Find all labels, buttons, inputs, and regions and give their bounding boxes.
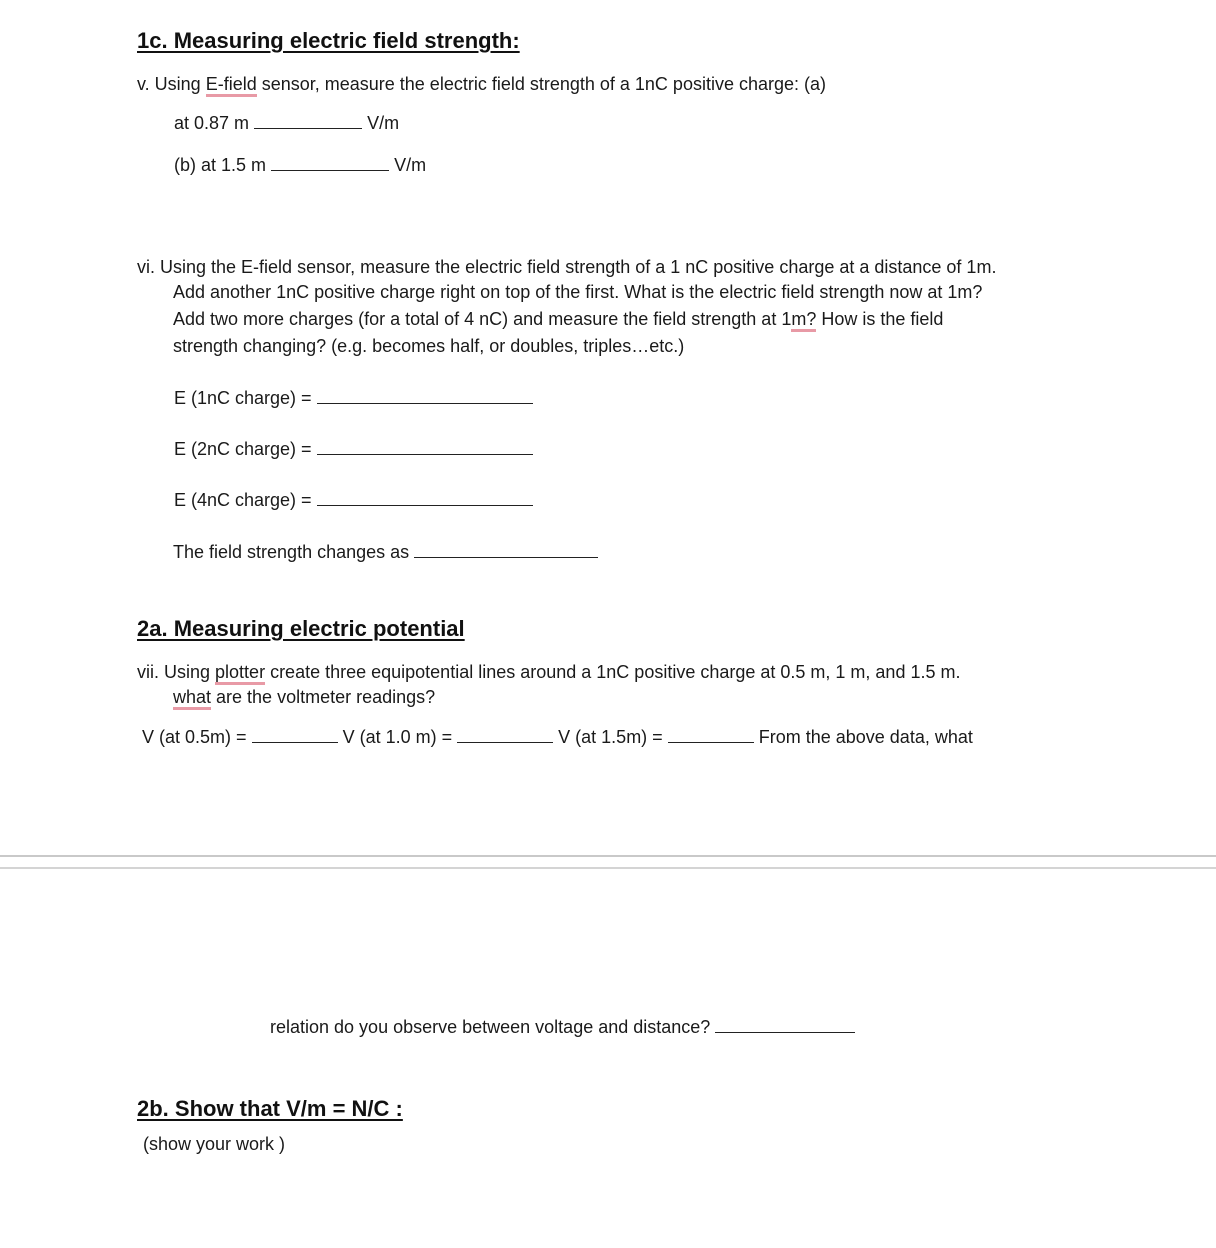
changes-blank[interactable] (414, 541, 598, 558)
e2-row (174, 438, 533, 460)
section-2a-heading: 2a. Measuring electric potential (137, 616, 465, 641)
changes-row (173, 541, 598, 563)
show-work-note: (show your work ) (143, 1134, 286, 1154)
e1-label: E (1nC charge) = (174, 388, 312, 408)
relation-blank[interactable] (715, 1016, 855, 1033)
v1-blank[interactable] (252, 726, 338, 743)
question-vii-line2 (173, 686, 435, 708)
answer-a-label: at 0.87 m (174, 113, 250, 133)
question-vi-line1: vi. Using the E-field sensor, measure the electric field strength of a 1 nC positive charge at a distance of 1m. (137, 257, 997, 277)
question-vi-line3-before: Add two more charges (for a total of 4 nC) and measure the field strength at 1 (173, 309, 792, 329)
answer-b-unit: V/m (394, 155, 427, 175)
question-vii-line2-after: are the voltmeter readings? (211, 687, 436, 707)
e2-label: E (2nC charge) = (174, 439, 312, 459)
e4-row (174, 489, 533, 511)
spelling-flag-m: m? (791, 309, 816, 332)
e1-row (174, 387, 533, 409)
e4-label: E (4nC charge) = (174, 490, 312, 510)
question-vii-line1 (137, 661, 960, 683)
answer-a-unit: V/m (367, 113, 400, 133)
voltage-row-tail: From the above data, what (758, 727, 973, 747)
page-break-bottom (0, 867, 1216, 869)
page-break-top (0, 855, 1216, 857)
question-v-intro-after: sensor, measure the electric field strength of a 1nC positive charge: (a) (256, 74, 827, 94)
section-1c-heading: 1c. Measuring electric field strength: (137, 28, 520, 53)
answer-line-b (174, 154, 426, 176)
question-vi-line3 (173, 308, 943, 330)
spelling-flag-efield: E-field (206, 74, 257, 97)
question-vii-line1-before: vii. Using (137, 662, 216, 682)
question-vii-line1-after: create three equipotential lines around a 1nC positive charge at 0.5 m, 1 m, and 1.5 m. (265, 662, 961, 682)
v2-blank[interactable] (457, 726, 553, 743)
answer-b-blank[interactable] (271, 154, 389, 171)
answer-b-label: (b) at 1.5 m (174, 155, 267, 175)
e4-blank[interactable] (317, 489, 533, 506)
e1-blank[interactable] (317, 387, 533, 404)
answer-a-blank[interactable] (254, 112, 362, 129)
changes-label: The field strength changes as (173, 542, 410, 562)
v1-label: V (at 0.5m) = (142, 727, 247, 747)
section-2b-heading: 2b. Show that V/m = N/C : (137, 1096, 403, 1121)
v3-label: V (at 1.5m) = (558, 727, 663, 747)
v2-label: V (at 1.0 m) = (342, 727, 453, 747)
voltage-row (142, 726, 973, 748)
relation-row (270, 1016, 855, 1038)
question-v-intro-before: v. Using (137, 74, 206, 94)
e2-blank[interactable] (317, 438, 533, 455)
spelling-flag-plotter: plotter (215, 662, 265, 685)
question-vi-line4: strength changing? (e.g. becomes half, or doubles, triples…etc.) (173, 336, 685, 356)
answer-line-a (174, 112, 399, 134)
question-vi-line2: Add another 1nC positive charge right on top of the first. What is the electric field strength now at 1m? (173, 282, 983, 302)
question-vi-line3-after: How is the field (816, 309, 944, 329)
question-v-intro (137, 73, 826, 95)
spelling-flag-what: what (173, 687, 211, 710)
relation-label: relation do you observe between voltage and distance? (270, 1017, 711, 1037)
v3-blank[interactable] (668, 726, 754, 743)
